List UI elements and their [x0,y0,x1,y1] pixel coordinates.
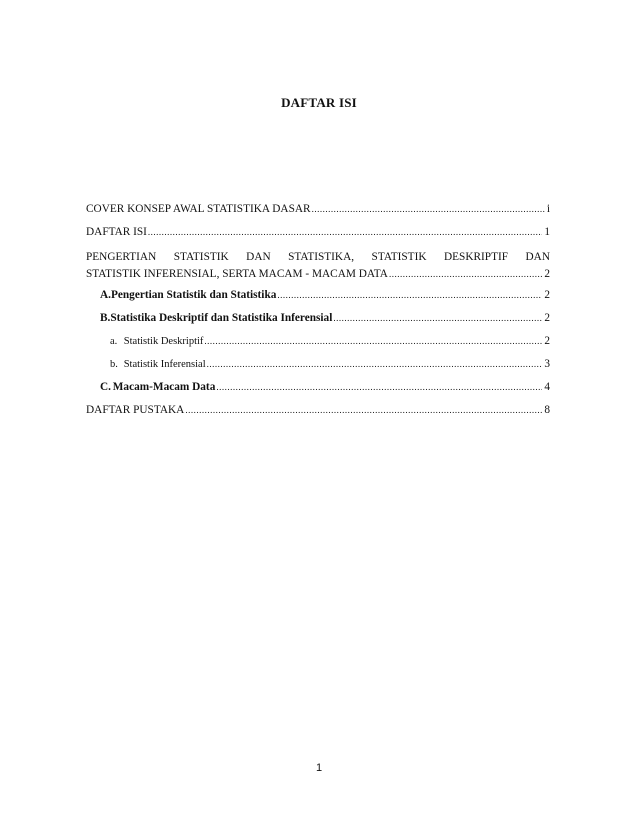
toc-entry-text: Statistik Deskriptif [123,336,204,347]
toc-marker: C. [100,381,111,393]
dot-leader [277,289,542,301]
toc-entry-cover [86,203,550,226]
toc-marker: b. [110,359,118,370]
toc-entry-text: DAFTAR ISI [86,226,147,238]
toc-marker: a. [110,336,118,347]
toc-entry-text: Statistika Deskriptif dan Statistika Inferensial [110,312,333,324]
dot-leader [312,203,545,215]
toc-entry-text-line-2: STATISTIK INFERENSIAL, SERTA MACAM - MACAM DATA [86,268,388,280]
toc-page-number: 2 [544,312,550,324]
dot-leader [333,312,542,324]
toc-entry-chapter-1 [86,249,550,283]
toc-page-number: 4 [544,381,550,393]
toc-entry-text: Pengertian Statistik dan Statistika [110,289,277,301]
toc-entry-text-line-1: PENGERTIAN STATISTIK DAN STATISTIKA, STATISTIK DESKRIPTIF DAN [86,251,550,263]
toc-entry-sub-a [86,335,550,358]
dot-leader [207,358,543,370]
toc-entry-daftar-isi [86,226,550,249]
toc-page-number: 2 [544,335,550,347]
toc-page-number: 2 [544,289,550,301]
toc-page-number: i [546,203,550,215]
toc-entry-section-c [86,381,550,404]
toc-page-number: 8 [544,404,550,416]
toc-marker: A. [100,289,111,301]
toc-entry-section-b [86,312,550,335]
toc-entry-section-a [86,289,550,312]
table-of-contents [86,203,550,427]
dot-leader [185,404,542,416]
toc-page-number: 1 [544,226,550,238]
page-number-footer: 1 [315,762,323,774]
toc-marker: B. [100,312,111,324]
toc-entry-sub-b [86,358,550,381]
toc-entry-text: DAFTAR PUSTAKA [86,404,185,416]
dot-leader [148,226,542,238]
dot-leader [216,381,542,393]
toc-entry-text: Macam-Macam Data [112,381,216,393]
toc-page-number: 2 [544,268,550,280]
dot-leader [204,335,542,347]
toc-entry-text: Statistik Inferensial [123,359,206,370]
toc-entry-line-2 [86,266,550,283]
dot-leader [389,266,542,283]
toc-page-number: 3 [544,358,550,370]
toc-entry-text: COVER KONSEP AWAL STATISTIKA DASAR [86,203,311,215]
toc-entry-pustaka [86,404,550,427]
page-title: DAFTAR ISI [281,95,357,110]
